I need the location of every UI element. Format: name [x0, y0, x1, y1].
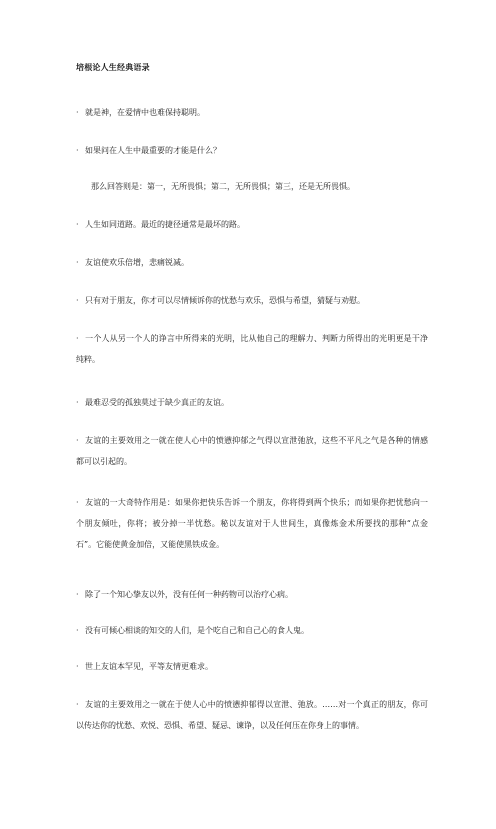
quote-text: 只有对于朋友，你才可以尽情倾诉你的忧愁与欢乐，恐惧与希望，猜疑与劝慰。 — [85, 296, 365, 305]
quote-text: 友谊使欢乐倍增，悲痛锐减。 — [85, 258, 189, 267]
quote-paragraph — [76, 656, 428, 677]
quote-paragraph — [76, 694, 428, 736]
quote-text: 友谊的主要效用之一就在使人心中的愤懑抑郁之气得以宣泄弛放，这些不平凡之气是各种的情感都可以引起的。 — [76, 436, 428, 466]
bullet-marker: · — [76, 498, 79, 507]
bullet-marker: · — [76, 662, 79, 671]
quote-text: 那么回答则是：第一，无所畏惧；第二，无所畏惧；第三，还是无所畏惧。 — [91, 182, 355, 191]
bullet-marker: · — [76, 296, 79, 305]
quote-paragraph — [76, 102, 428, 123]
quote-text: 就是神，在爱情中也难保持聪明。 — [85, 108, 205, 117]
quote-paragraph — [76, 140, 428, 161]
bullet-marker: · — [76, 334, 79, 343]
quote-text: 人生如同道路。最近的捷径通常是最坏的路。 — [85, 220, 245, 229]
quote-text: 友谊的一大奇特作用是：如果你把快乐告诉一个朋友，你将得到两个快乐；而如果你把忧愁向一个朋友倾吐，你将；被分掉一半忧愁。秘以友谊对于人世间生，真像炼金术所要找的那种“点金石”。它能使黄金加倍，又能使黑铁成金。 — [76, 498, 428, 549]
document-title: 培根论人生经典语录 — [76, 63, 150, 72]
bullet-marker: · — [76, 146, 79, 155]
quote-paragraph — [76, 492, 428, 555]
quote-paragraph — [76, 620, 428, 641]
bullet-marker: · — [76, 700, 79, 709]
bullet-marker: · — [76, 258, 79, 267]
quote-paragraph — [76, 392, 428, 413]
quote-text: 除了一个知心挚友以外，没有任何一种药物可以治疗心病。 — [85, 590, 293, 599]
quote-text: 世上友谊本罕见，平等友情更难求。 — [85, 662, 213, 671]
quote-paragraph — [76, 328, 428, 370]
quote-paragraph — [76, 252, 428, 273]
bullet-marker: · — [76, 626, 79, 635]
quote-text: 一个人从另一个人的诤言中所得来的光明，比从他自己的理解力、判断力所得出的光明更是干净纯粹。 — [76, 334, 428, 364]
quote-text: 最难忍受的孤独莫过于缺少真正的友谊。 — [85, 398, 229, 407]
bullet-marker: · — [76, 398, 79, 407]
quote-paragraph — [76, 584, 428, 605]
bullet-marker: · — [76, 220, 79, 229]
bullet-marker: · — [76, 590, 79, 599]
quote-paragraph — [76, 214, 428, 235]
quote-paragraph — [76, 430, 428, 472]
bullet-marker: · — [76, 108, 79, 117]
quote-text: 友谊的主要效用之一就在于使人心中的愤懑抑郁得以宣泄、弛放。……对一个真正的朋友，你可以传达你的忧愁、欢悦、恐惧、希望、疑忌、谏诤，以及任何压在你身上的事情。 — [76, 700, 428, 730]
bullet-marker: · — [76, 436, 79, 445]
quote-paragraph — [76, 290, 428, 311]
quote-text: 如果问在人生中最重要的才能是什么？ — [85, 146, 221, 155]
quote-text: 没有可倾心相谈的知交的人们，是个吃自己和自己心的食人鬼。 — [85, 626, 309, 635]
quote-paragraph — [82, 176, 443, 197]
